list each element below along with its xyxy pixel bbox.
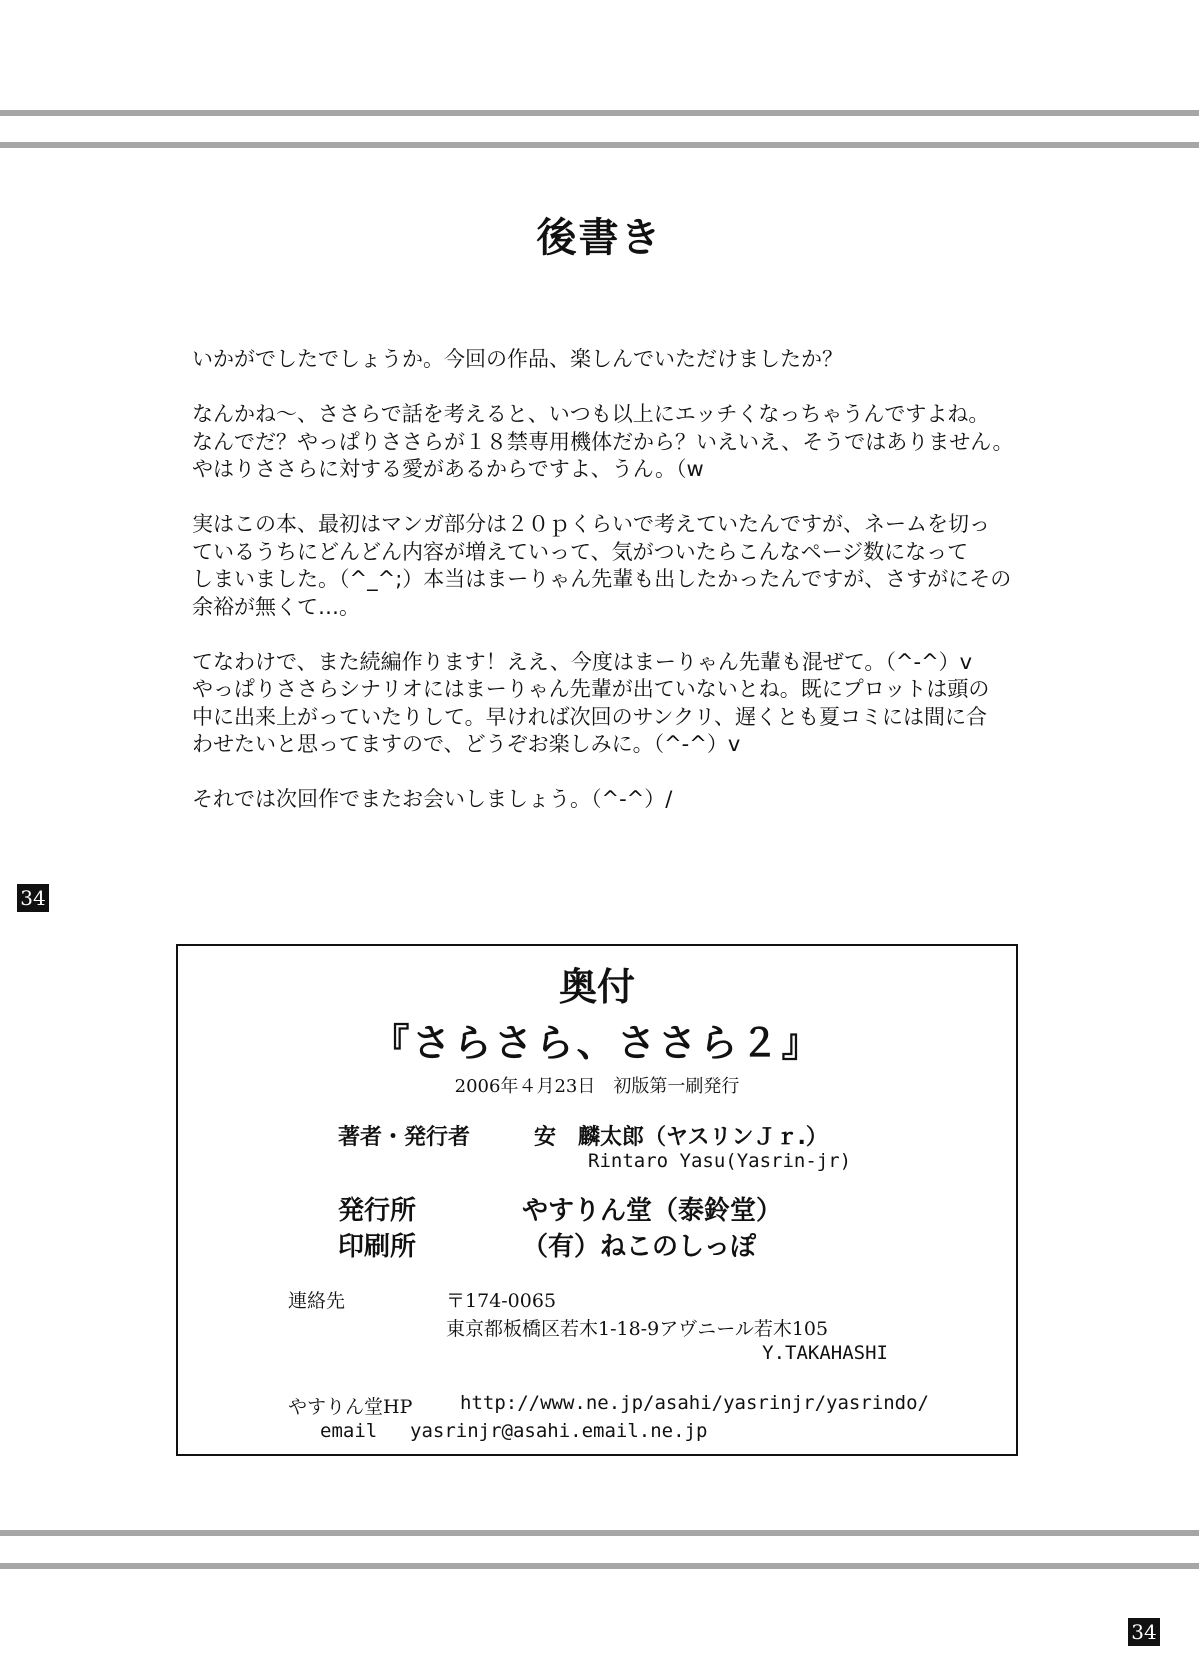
hp-label: やすりん堂HP: [288, 1396, 413, 1418]
afterword-paragraph: 実はこの本、最初はマンガ部分は２０ｐくらいで考えていたんですが、ネームを切っ ているうちにどんどん内容が増えていって、気がついたらこんなページ数になって しまいました。（^_^;）本当はまーりゃん先輩も出したかったんですが、さすがにその 余裕が無くて…。: [192, 512, 1012, 619]
author-label: 著者・発行者: [338, 1125, 471, 1150]
afterword-paragraph: それでは次回作でまたお会いしましょう。（^-^）/: [192, 787, 673, 811]
publisher-name: やすりん堂（泰鈴堂）: [522, 1196, 783, 1226]
page-number-left: 34: [17, 884, 49, 912]
printer-label: 印刷所: [338, 1232, 417, 1262]
afterword-paragraph: いかがでしたでしょうか。今回の作品、楽しんでいただけましたか？: [192, 347, 843, 371]
bottom-rule-2: [0, 1563, 1199, 1569]
afterword-paragraph: なんかね～、ささらで話を考えると、いつも以上にエッチくなっちゃうんですよね。 なんでだ？やっぱりささらが１８禁専用機体だから？いえいえ、そうではありません。 やはりささらに対する愛があるからですよ、うん。（w: [192, 402, 1014, 481]
email-label: email: [320, 1420, 378, 1442]
publisher-label: 発行所: [338, 1196, 417, 1226]
book-title: 『さらさら、ささら２』: [371, 1020, 823, 1065]
author-roman: Rintaro Yasu(Yasrin-jr): [588, 1150, 852, 1172]
contact-label: 連絡先: [288, 1290, 346, 1312]
address: 東京都板橋区若木1-18-9アヴニール若木105: [446, 1318, 829, 1340]
top-rule-1: [0, 110, 1199, 116]
afterword-paragraph: てなわけで、また続編作ります！ええ、今度はまーりゃん先輩も混ぜて。（^-^）v やっぱりささらシナリオにはまーりゃん先輩が出ていないとね。既にプロットは頭の 中に出来上がっていたりして。早ければ次回のサンクリ、遅くとも夏コミには間に合 わせたいと思ってますので、どうぞお楽しみに。（^-^）v: [192, 649, 990, 756]
postal-code: 〒174-0065: [446, 1290, 557, 1312]
bottom-rule-1: [0, 1530, 1199, 1536]
email-address[interactable]: yasrinjr@asahi.email.ne.jp: [410, 1420, 708, 1442]
edition-line: 2006年４月23日 初版第一刷発行: [454, 1076, 740, 1097]
author-name: 安 麟太郎（ヤスリンＪｒ.）: [534, 1125, 828, 1150]
afterword-title: 後書き: [536, 215, 663, 261]
afterword-body: [192, 346, 1072, 841]
colophon-box: [176, 944, 1018, 1456]
top-rule-2: [0, 142, 1199, 148]
colophon-heading: 奥付: [558, 965, 635, 1009]
page-number-right: 34: [1128, 1618, 1160, 1646]
printer-name: （有）ねこのしっぽ: [522, 1232, 757, 1262]
contact-name: Y.TAKAHASHI: [762, 1342, 888, 1364]
hp-url[interactable]: http://www.ne.jp/asahi/yasrinjr/yasrindo/: [460, 1392, 929, 1414]
